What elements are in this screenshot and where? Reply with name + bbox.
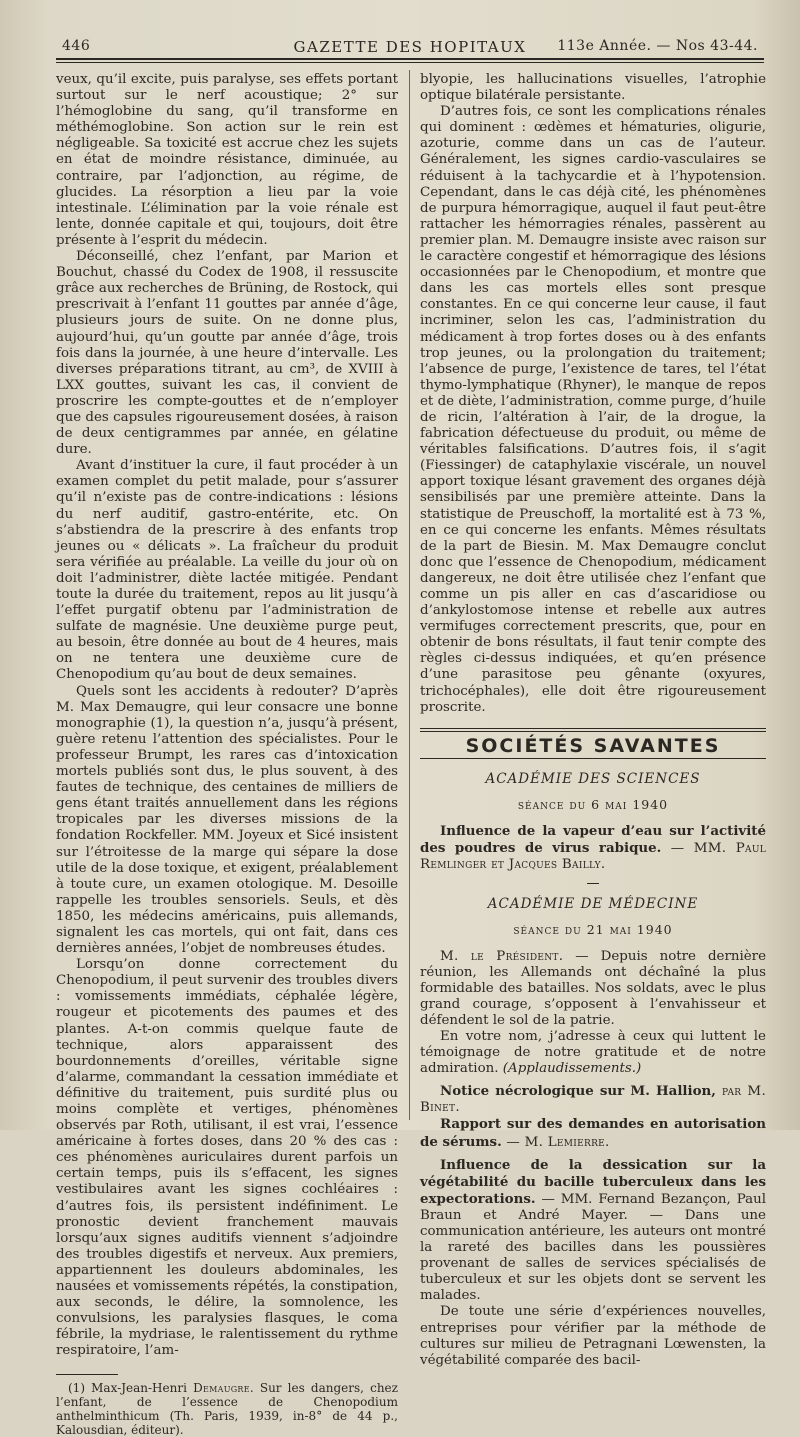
communication [420,823,766,873]
communication-authors: — M. Lemierre. [501,1134,610,1150]
page-header [56,32,764,60]
president-text: En votre nom, j’adresse à ceux qui luttent le témoignage de notre gratitude et de notre admiration. [420,1028,766,1077]
section-title: SOCIÉTÉS SAVANTES [465,734,721,757]
section-rule [420,728,766,729]
section-rule [420,758,766,759]
communication-title: Notice nécrologique sur M. Hallion, [440,1083,716,1100]
footnote-text: . Sur les dangers, chez l’enfant, de l’essence de Chenopodium anthelminthicum (Th. Paris, 1939, in-8° de 44 p., Kalousdian, éditeur). [56,1380,398,1437]
communication-authors: par M. Binet. [420,1084,766,1116]
communication-title: Influence de la vapeur d’eau sur l’activité des poudres de virus rabique. [420,823,766,857]
communication-authors: — MM. Paul Remlinger et Jacques Bailly. [420,841,766,873]
footnote-author: Demaugre [193,1380,250,1395]
communication-title: Rapport sur des demandes en autorisation de sérums. [420,1116,766,1150]
academy-heading: ACADÉMIE DE MÉDECINE [487,896,699,913]
paragraph: D’autres fois, ce sont les complications rénales qui dominent : œdèmes et hématuries, oligurie, azoturie, comme dans un cas de l’auteur. Généralement, les signes cardio-vasculaires se réduisent à la tachycardie et à l’hypotension. Cependant, dans le cas déjà cité, les phénomènes de purpura hémorragique, auquel il faut peut-être rattacher les hémorragies rénales, passèrent au premier plan. M. Demaugre insiste avec raison sur le caractère congestif et hémorragique des lésions occasionnées par le Chenopodium, et montre que dans les cas mortels elles sont presque constantes. En ce qui concerne leur cause, il faut incriminer, selon les cas, l’administration du médicament à trop fortes doses ou à des enfants trop jeunes, ou la prolongation du traitement; l’absence de purge, l’existence de tares, tel l’état thymo-lymphatique (Rhyner), le manque de repos et de diète, l’administration, comme purge, d’huile de ricin, l’altération à l’air, de la drogue, la fabrication défectueuse du produit, ou même de véritables falsifications. D’autres fois, il s’agit (Fiessinger) de cataphylaxie viscérale, un nouvel apport toxique lésant gravement des organes déjà sensibilisés par une première atteinte. Dans la statistique de Preuschoff, la mortalité est à 73 %, en ce qui concerne les enfants. Mêmes résultats de la part de Biesin. M. Max Demaugre conclut donc que l’essence de Chenopodium, médicament dangereux, ne doit être utilisée chez l’enfant que comme un pis aller en cas d’ascaridiose ou d’ankylostomose intense et rebelle aux autres vermifuges correctement prescrits, que, pour en obtenir de bons résultats, il faut tenir compte des règles ci-dessus indiquées, et qu’en présence d’une parasitose peu gênante (oxyures, trichocéphales), elle doit être rigoureusement proscrite. [420,104,766,715]
journal-title: GAZETTE DES HOPITAUX [293,38,527,56]
session-date: séance du 21 mai 1940 [513,922,673,938]
paragraph: Avant d’instituer la cure, il faut procéder à un examen complet du petit malade, pour s’assurer qu’il n’existe pas de contre-indications : lésions du nerf auditif, gastro-entérite, etc. On s’abstiendra de la prescrire à des enfants trop jeunes ou « délicats ». La fraîcheur du produit sera vérifiée au préalable. La veille du jour où on doit l’administrer, diète lactée mitigée. Pendant toute la durée du traitement, repos au lit jusqu’à l’effet purgatif obtenu par l’administration de sulfate de magnésie. Une deuxième purge peut, au besoin, être donnée au bout de 4 heures, mais on ne tentera une deuxième cure de Chenopodium qu’au bout de deux semaines. [56,458,398,683]
column-divider [409,70,410,1120]
communication [420,1083,766,1116]
header-rule-thin [56,62,764,63]
communication-title: Influence de la dessication sur la végétabilité du bacille tuberculeux dans les expectorations. [420,1156,766,1207]
left-column [56,72,398,1437]
communication [420,1157,766,1305]
communication [420,1116,766,1150]
section-header [420,728,766,759]
academy-heading: ACADÉMIE DES SCIENCES [485,770,701,787]
header-rule [56,58,764,60]
session-date: séance du 6 mai 1940 [517,796,669,812]
page-number: 446 [62,38,91,54]
footnote-rule [56,1374,118,1375]
paragraph: Lorsqu’on donne correctement du Chenopodium, il peut survenir des troubles divers : vomissements immédiats, céphalée légère, rougeur et picotements des paumes et des plantes. A-t-on commis quelque faute de technique, alors apparaissent des bourdonnements d’oreilles, véritable signe d’alarme, commandant la cessation immédiate et définitive du traitement, puis surdité plus ou moins complète et vertiges, phénomènes observés par Roth, utilisant, il est vrai, l’essence américaine à fortes doses, dans 20 % des cas : ces phénomènes auriculaires durent parfois un certain temps, puis ils s’effacent, les signes vestibulaires avant les signes cochléaires : d’autres fois, ils persistent indéfiniment. Le pronostic devient franchement mauvais lorsqu’aux signes auditifs viennent s’adjoindre des troubles digestifs et nerveux. Aux premiers, appartiennent les douleurs abdominales, les nausées et vomissements répétés, la constipation, aux seconds, le délire, la somnolence, les convulsions, les paralysies flasques, le coma fébrile, la mydriase, le ralentissement du rythme respiratoire, l’am- [56,957,398,1359]
paragraph: blyopie, les hallucinations visuelles, l’atrophie optique bilatérale persistante. [420,72,766,104]
paragraph [420,1029,766,1077]
issue-label: 113e Année. — Nos 43-44. [557,38,758,54]
president-label: M. le Président. [440,948,564,964]
paragraph [420,949,766,1029]
paragraph: Quels sont les accidents à redouter? D’après M. Max Demaugre, qui leur consacre une bonne monographie (1), la question n’a, jusqu’à présent, guère retenu l’attention des spécialistes. Pour le professeur Brumpt, les rares cas d’intoxication mortels publiés sont dus, le plus souvent, à des fautes de technique, des centaines de milliers de gens étant traités annuellement dans les régions tropicales par les diverses missions de la fondation Rockfeller. MM. Joyeux et Sicé insistent sur l’étroitesse de la marge qui sépare la dose utile de la dose toxique, et exigent, préalablement à toute cure, un examen otologique. M. Desoille rappelle les troubles sensoriels. Seuls, et dès 1850, les médecins américains, puis allemands, signalent les cas mortels, qui ont fait, dans ces dernières années, l’objet de nombreuses études. [56,683,398,957]
communication-text: — MM. Fernand Bezançon, Paul Braun et André Mayer. — Dans une communication antérieure, les auteurs ont montré la rareté des bacilles dans les poussières provenant de salles de services spécialisés de tuberculeux et sur les objets dont se servent les malades. [420,1191,766,1304]
paragraph: Déconseillé, chez l’enfant, par Marion et Bouchut, chassé du Codex de 1908, il ressuscite grâce aux recherches de Brüning, de Rostock, qui prescrivait à l’enfant 11 gouttes par année d’âge, plusieurs jours de suite. On ne donne plus, aujourd’hui, qu’un goutte par année d’âge, trois fois dans la journée, à une heure d’intervalle. Les diverses préparations titrant, au cm³, de XVIII à LXX gouttes, suivant les cas, il convient de proscrire les compte-gouttes et de n’employer que des capsules rigoureusement dosées, à raison de deux centigrammes par année, en gélatine dure. [56,249,398,458]
separator [587,883,599,884]
president-text: — Depuis notre dernière réunion, les Allemands ont déchaîné la plus formidable des batailles. Nos soldats, avec le plus grand courage, s’opposent à l’envahisseur et défendent le sol de la patrie. [420,948,767,1028]
paragraph: De toute une série d’expériences nouvelles, entreprises pour vérifier par la méthode de cultures sur milieu de Petragnani Lœwensten, la végétabilité comparée des bacil- [420,1304,766,1368]
footnote-ref: (1) Max-Jean-Henri [68,1380,187,1395]
applause: (Applaudissements.) [502,1061,642,1077]
paragraph: veux, qu’il excite, puis paralyse, ses effets portant surtout sur le nerf acoustique; 2° sur l’hémoglobine du sang, qu’il transforme en méthémoglobine. Son action sur le rein est négligeable. Sa toxicité est accrue chez les sujets en état de moindre résistance, diminuée, au contraire, par l’adjonction, au régime, de glucides. La résorption a lieu par la voie intestinale. L’élimination par la voie rénale est lente, donnée capitale et qui, toujours, doit être présente à l’esprit du médecin. [56,72,398,248]
footnote [56,1381,398,1437]
right-column [420,72,766,1369]
